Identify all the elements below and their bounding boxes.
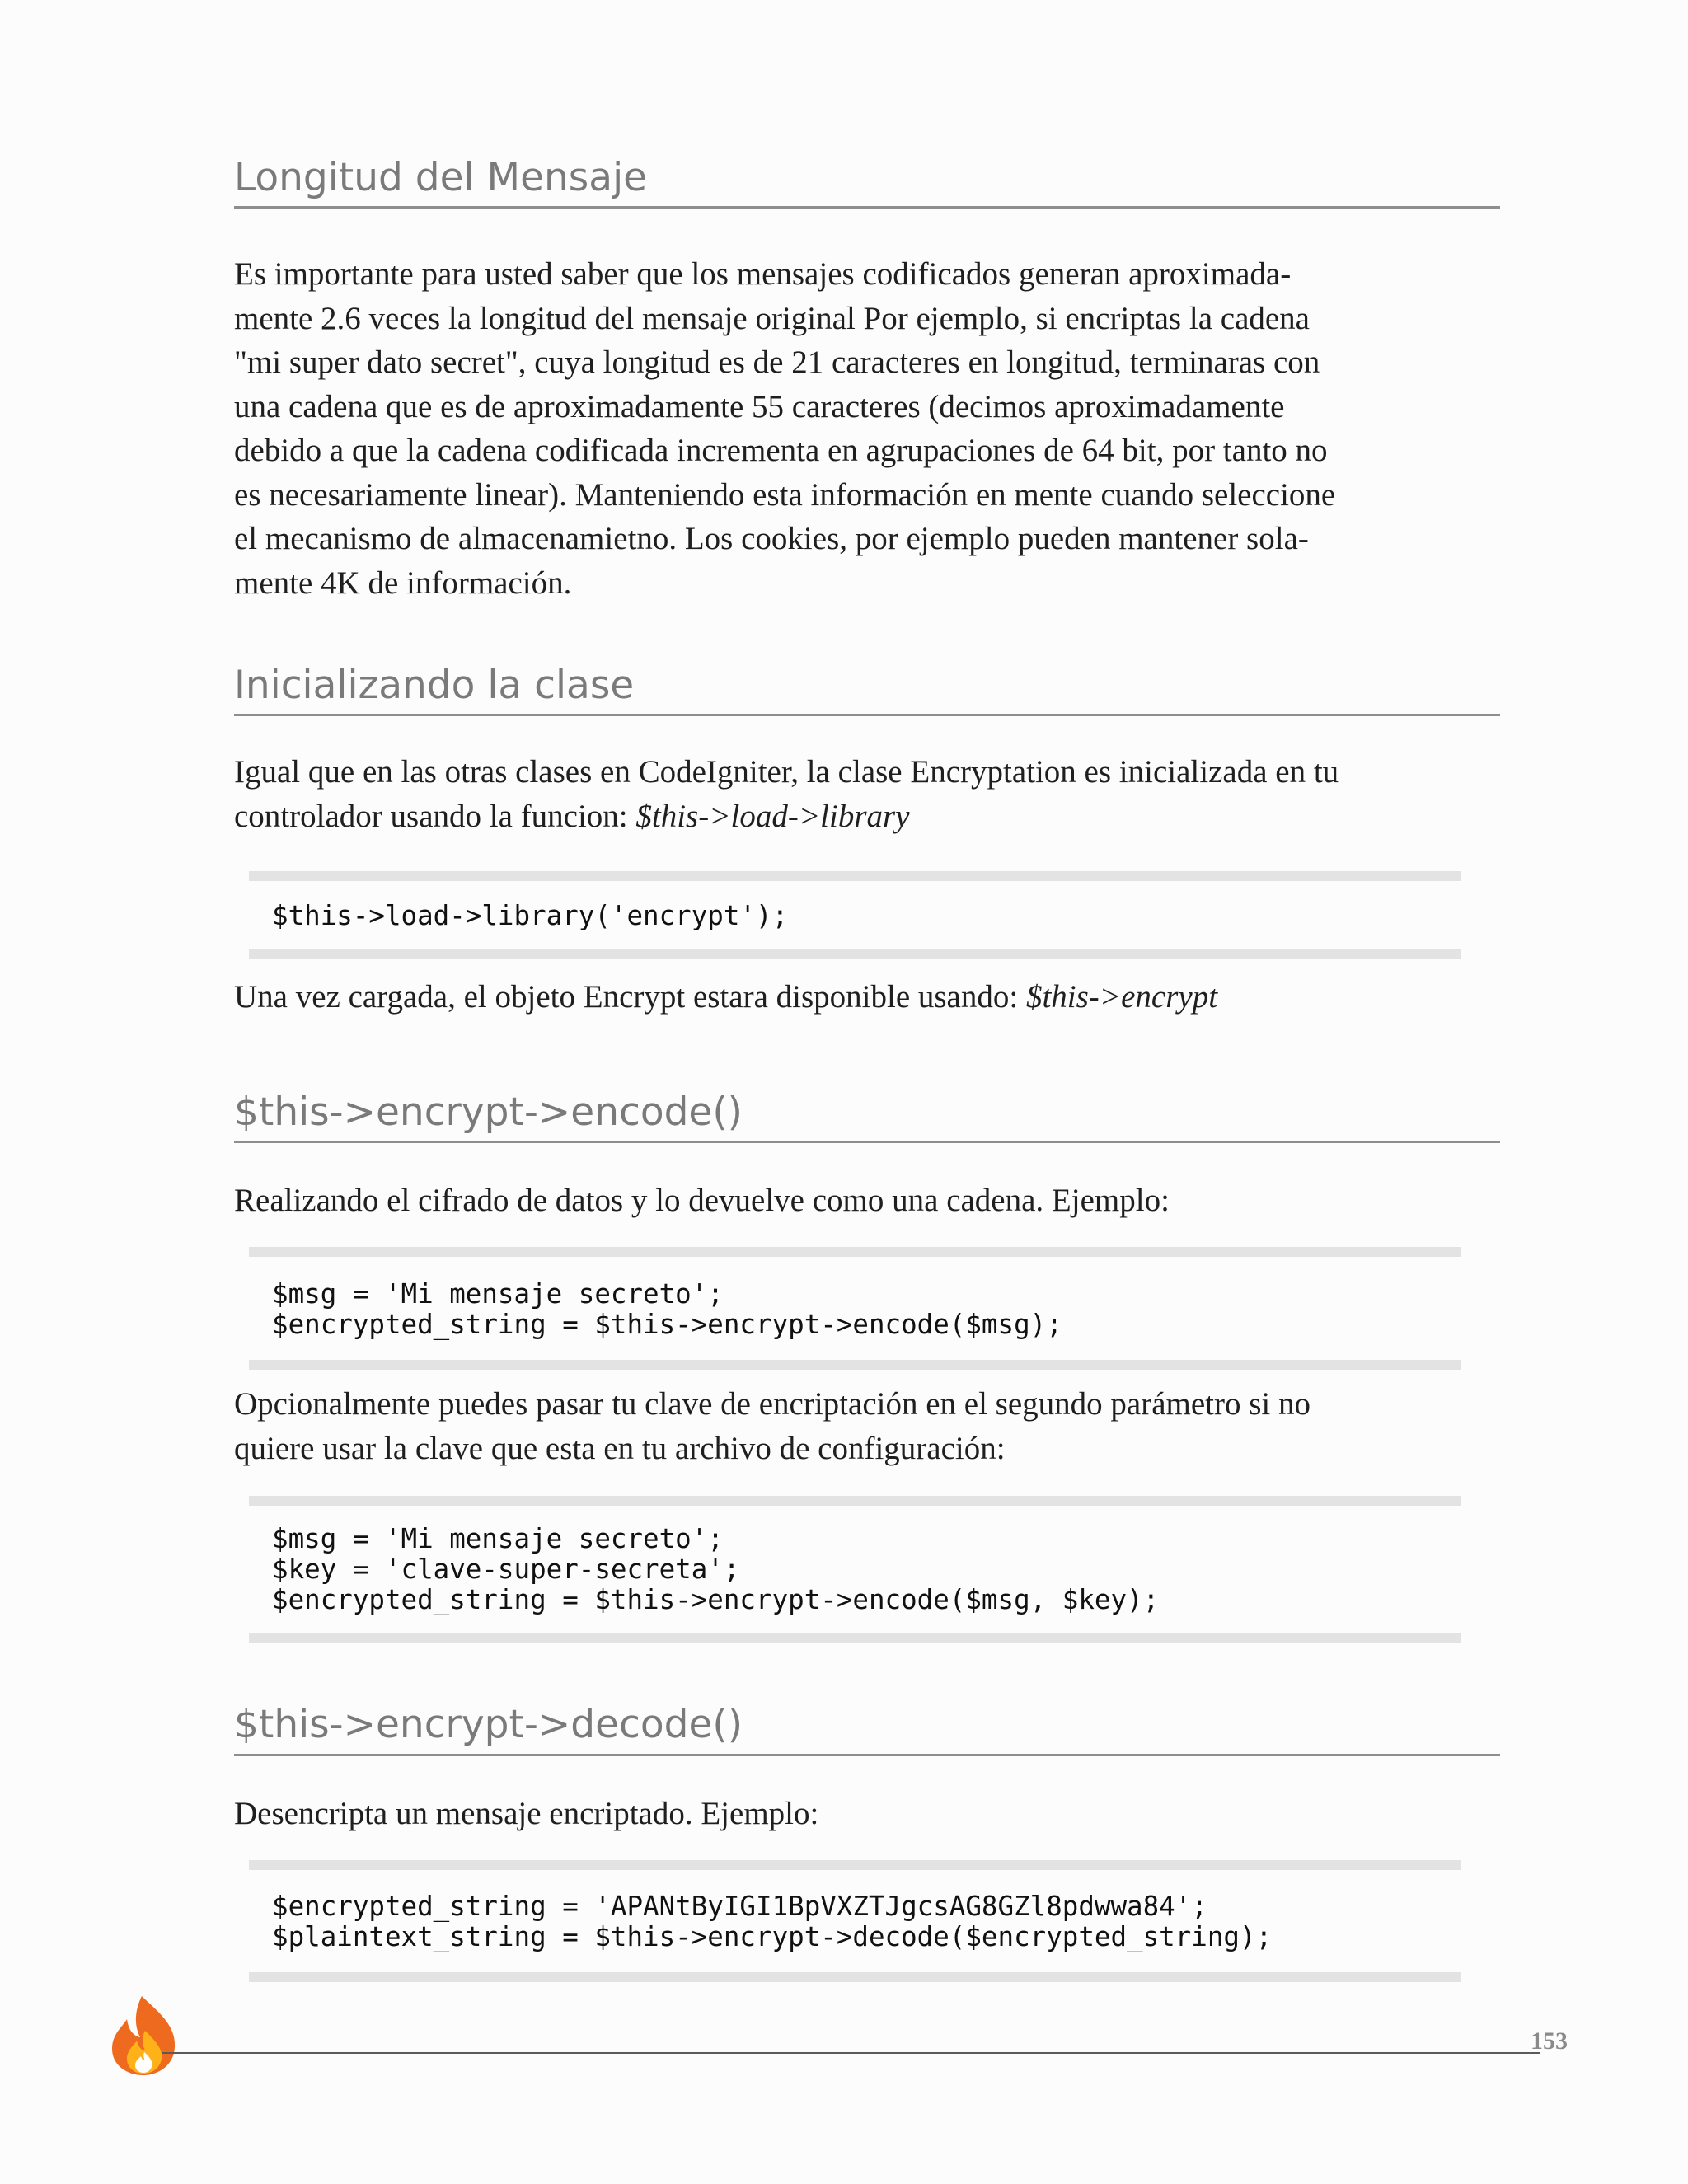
paragraph-decode-intro	[234, 1792, 1495, 1836]
page-number: 153	[1531, 2027, 1568, 2055]
paragraph-longitud	[234, 252, 1495, 605]
code-line: $plaintext_string = $this->encrypt->decode($encrypted_string);	[272, 1921, 1273, 1952]
text-fragment: Una vez cargada, el objeto Encrypt estara disponible usando:	[234, 979, 1026, 1015]
code-block-encode	[249, 1247, 1461, 1370]
heading-rule	[234, 1141, 1500, 1143]
text-line: Es importante para usted saber que los mensajes codificados generan aproximada-	[234, 256, 1292, 292]
text-line: Realizando el cifrado de datos y lo devuelve como una cadena. Ejemplo:	[234, 1183, 1170, 1218]
code-bar-bottom	[249, 1360, 1461, 1370]
inline-code-italic: $this->encrypt	[1025, 979, 1218, 1015]
code-bar-top	[249, 1860, 1461, 1870]
code-line: $encrypted_string = $this->encrypt->encode($msg);	[272, 1309, 1062, 1340]
code-line: $this->load->library('encrypt');	[272, 900, 789, 931]
paragraph-inicializando	[234, 750, 1495, 838]
code-block-encode-key	[249, 1496, 1461, 1643]
code-line: $msg = 'Mi mensaje secreto';	[272, 1278, 724, 1310]
code-line: $key = 'clave-super-secreta';	[272, 1554, 740, 1585]
section-heading-longitud: Longitud del Mensaje	[234, 155, 648, 200]
code-bar-bottom	[249, 949, 1461, 959]
paragraph-after-load	[234, 975, 1495, 1019]
heading-rule	[234, 714, 1500, 716]
text-line: Igual que en las otras clases en CodeIgniter, la clase Encryptation es inicializada en tu	[234, 754, 1339, 790]
text-line: debido a que la cadena codificada incrementa en agrupaciones de 64 bit, por tanto no	[234, 433, 1328, 468]
code-bar-bottom	[249, 1633, 1461, 1643]
code-bar-bottom	[249, 1972, 1461, 1982]
code-line: $encrypted_string = 'APANtByIGI1BpVXZTJgcsAG8GZl8pdwwa84';	[272, 1891, 1207, 1922]
text-line: "mi super dato secret", cuya longitud es de 21 caracteres en longitud, terminaras con	[234, 344, 1320, 380]
heading-rule	[234, 1754, 1500, 1756]
codeigniter-flame-icon	[106, 1994, 181, 2077]
inline-code-italic: $this->load->library	[635, 798, 910, 834]
code-line: $msg = 'Mi mensaje secreto';	[272, 1523, 724, 1554]
text-line: quiere usar la clave que esta en tu archivo de configuración:	[234, 1430, 1006, 1466]
text-line	[234, 794, 1495, 839]
text-line: el mecanismo de almacenamietno. Los cookies, por ejemplo pueden mantener sola-	[234, 521, 1309, 556]
paragraph-encode-optional	[234, 1382, 1495, 1470]
code-line: $encrypted_string = $this->encrypt->encode($msg, $key);	[272, 1584, 1160, 1615]
text-line: mente 2.6 veces la longitud del mensaje original Por ejemplo, si encriptas la cadena	[234, 300, 1310, 336]
heading-rule	[234, 206, 1500, 209]
section-heading-inicializando: Inicializando la clase	[234, 663, 635, 708]
footer-rule	[162, 2052, 1540, 2054]
code-block-load-library	[249, 871, 1461, 959]
text-line: Desencripta un mensaje encriptado. Ejemplo:	[234, 1796, 819, 1831]
section-heading-encode: $this->encrypt->encode()	[234, 1090, 743, 1135]
paragraph-encode-intro	[234, 1179, 1495, 1223]
code-bar-top	[249, 1247, 1461, 1257]
text-line	[234, 975, 1495, 1019]
section-heading-decode: $this->encrypt->decode()	[234, 1702, 743, 1747]
text-fragment: controlador usando la funcion:	[234, 798, 636, 834]
text-line: es necesariamente linear). Manteniendo esta información en mente cuando seleccione	[234, 476, 1336, 513]
text-line: mente 4K de información.	[234, 565, 572, 601]
code-bar-top	[249, 871, 1461, 881]
text-line: una cadena que es de aproximadamente 55 caracteres (decimos aproximadamente	[234, 388, 1285, 424]
code-bar-top	[249, 1496, 1461, 1506]
code-block-decode	[249, 1860, 1461, 1982]
text-line: Opcionalmente puedes pasar tu clave de encriptación en el segundo parámetro si no	[234, 1386, 1311, 1422]
